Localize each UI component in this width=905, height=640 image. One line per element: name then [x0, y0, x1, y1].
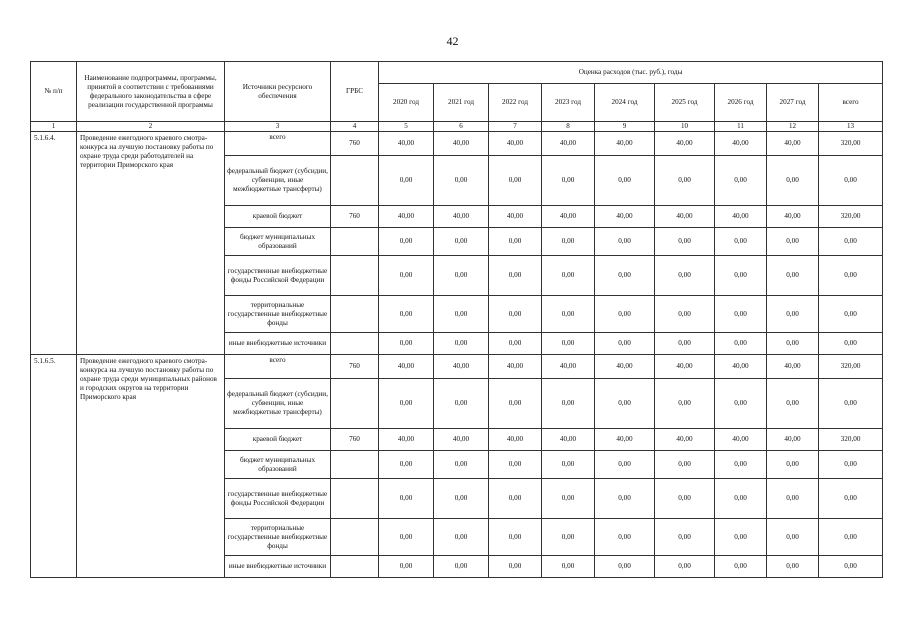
- budget-table: [30, 61, 883, 578]
- funding-source: государственные внебюджетные фонды Российской Федерации: [225, 479, 331, 519]
- year-value: 0,00: [595, 333, 655, 355]
- funding-source: иные внебюджетные источники: [225, 556, 331, 578]
- year-value: 40,00: [542, 429, 595, 451]
- year-value: 0,00: [655, 451, 715, 479]
- grbs-code: [331, 333, 379, 355]
- funding-source: федеральный бюджет (субсидии, субвенции, иные межбюджетные трансферты): [225, 156, 331, 206]
- year-value: 0,00: [379, 451, 434, 479]
- year-value: 0,00: [715, 296, 767, 333]
- header-year: 2020 год: [379, 84, 434, 122]
- column-number: 7: [489, 122, 542, 132]
- column-number: 10: [655, 122, 715, 132]
- grbs-code: [331, 296, 379, 333]
- year-value: 0,00: [489, 379, 542, 429]
- year-value: 40,00: [715, 429, 767, 451]
- year-value: 0,00: [434, 333, 489, 355]
- year-value: 0,00: [767, 451, 819, 479]
- year-value: 40,00: [595, 132, 655, 156]
- total-value: 0,00: [819, 479, 883, 519]
- year-value: 0,00: [489, 451, 542, 479]
- header-estimate: Оценка расходов (тыс. руб.), годы: [379, 62, 883, 84]
- year-value: 0,00: [595, 156, 655, 206]
- year-value: 40,00: [767, 206, 819, 228]
- year-value: 40,00: [489, 132, 542, 156]
- header-year: 2022 год: [489, 84, 542, 122]
- column-number: 3: [225, 122, 331, 132]
- item-name: Проведение ежегодного краевого смотра-конкурса на лучшую постановку работы по охране труда среди работодателей на территории Приморского края: [77, 132, 225, 355]
- year-value: 40,00: [767, 429, 819, 451]
- header-year: 2026 год: [715, 84, 767, 122]
- year-value: 0,00: [489, 519, 542, 556]
- total-value: 0,00: [819, 333, 883, 355]
- year-value: 0,00: [595, 519, 655, 556]
- year-value: 0,00: [489, 256, 542, 296]
- year-value: 0,00: [542, 228, 595, 256]
- year-value: 40,00: [379, 429, 434, 451]
- funding-source: всего: [225, 132, 331, 156]
- year-value: 0,00: [655, 296, 715, 333]
- year-value: 0,00: [715, 228, 767, 256]
- column-numbers-row: [31, 122, 883, 132]
- table-row: [31, 355, 883, 379]
- year-value: 0,00: [715, 451, 767, 479]
- header-total: всего: [819, 84, 883, 122]
- header-name: Наименование подпрограммы, программы, принятой в соответствии с требованиями федерального законодательства в сфере реализации государственной программы: [77, 62, 225, 122]
- year-value: 0,00: [542, 451, 595, 479]
- year-value: 0,00: [595, 296, 655, 333]
- year-value: 40,00: [715, 132, 767, 156]
- year-value: 40,00: [489, 206, 542, 228]
- year-value: 0,00: [434, 451, 489, 479]
- year-value: 0,00: [767, 379, 819, 429]
- column-number: 8: [542, 122, 595, 132]
- total-value: 0,00: [819, 156, 883, 206]
- year-value: 0,00: [379, 379, 434, 429]
- year-value: 0,00: [379, 156, 434, 206]
- header-grbs: ГРБС: [331, 62, 379, 122]
- year-value: 0,00: [542, 156, 595, 206]
- year-value: 40,00: [595, 206, 655, 228]
- year-value: 0,00: [715, 556, 767, 578]
- total-value: 320,00: [819, 355, 883, 379]
- grbs-code: [331, 379, 379, 429]
- year-value: 0,00: [434, 228, 489, 256]
- year-value: 0,00: [434, 256, 489, 296]
- item-number: 5.1.6.4.: [31, 132, 77, 355]
- year-value: 0,00: [379, 228, 434, 256]
- grbs-code: [331, 479, 379, 519]
- total-value: 0,00: [819, 296, 883, 333]
- column-number: 2: [77, 122, 225, 132]
- year-value: 0,00: [595, 451, 655, 479]
- year-value: 0,00: [542, 296, 595, 333]
- year-value: 0,00: [767, 556, 819, 578]
- grbs-code: 760: [331, 206, 379, 228]
- year-value: 0,00: [489, 228, 542, 256]
- column-number: 13: [819, 122, 883, 132]
- total-value: 320,00: [819, 132, 883, 156]
- year-value: 0,00: [595, 556, 655, 578]
- item-number: 5.1.6.5.: [31, 355, 77, 578]
- page-number: 42: [446, 34, 459, 48]
- year-value: 0,00: [767, 256, 819, 296]
- year-value: 0,00: [595, 256, 655, 296]
- year-value: 0,00: [655, 156, 715, 206]
- year-value: 40,00: [434, 206, 489, 228]
- grbs-code: [331, 156, 379, 206]
- year-value: 0,00: [542, 333, 595, 355]
- year-value: 40,00: [542, 132, 595, 156]
- year-value: 0,00: [655, 556, 715, 578]
- year-value: 0,00: [489, 333, 542, 355]
- column-number: 6: [434, 122, 489, 132]
- year-value: 40,00: [595, 429, 655, 451]
- funding-source: всего: [225, 355, 331, 379]
- column-number: 11: [715, 122, 767, 132]
- year-value: 0,00: [655, 479, 715, 519]
- funding-source: бюджет муниципальных образований: [225, 228, 331, 256]
- year-value: 0,00: [379, 296, 434, 333]
- year-value: 40,00: [379, 355, 434, 379]
- year-value: 40,00: [655, 132, 715, 156]
- grbs-code: [331, 556, 379, 578]
- table-body: [31, 132, 883, 578]
- year-value: 40,00: [489, 429, 542, 451]
- funding-source: краевой бюджет: [225, 206, 331, 228]
- year-value: 0,00: [489, 296, 542, 333]
- grbs-code: [331, 228, 379, 256]
- grbs-code: 760: [331, 429, 379, 451]
- year-value: 0,00: [715, 379, 767, 429]
- grbs-code: 760: [331, 355, 379, 379]
- year-value: 40,00: [715, 206, 767, 228]
- year-value: 40,00: [655, 206, 715, 228]
- year-value: 40,00: [655, 355, 715, 379]
- total-value: 320,00: [819, 206, 883, 228]
- year-value: 0,00: [379, 556, 434, 578]
- column-number: 1: [31, 122, 77, 132]
- year-value: 0,00: [767, 228, 819, 256]
- year-value: 0,00: [542, 519, 595, 556]
- total-value: 0,00: [819, 556, 883, 578]
- header-year: 2023 год: [542, 84, 595, 122]
- year-value: 40,00: [655, 429, 715, 451]
- year-value: 40,00: [434, 429, 489, 451]
- year-value: 40,00: [767, 355, 819, 379]
- year-value: 40,00: [595, 355, 655, 379]
- column-number: 4: [331, 122, 379, 132]
- year-value: 0,00: [434, 519, 489, 556]
- year-value: 40,00: [715, 355, 767, 379]
- year-value: 0,00: [542, 556, 595, 578]
- year-value: 40,00: [542, 355, 595, 379]
- year-value: 0,00: [655, 256, 715, 296]
- year-value: 0,00: [655, 228, 715, 256]
- total-value: 0,00: [819, 256, 883, 296]
- total-value: 320,00: [819, 429, 883, 451]
- header-year: 2025 год: [655, 84, 715, 122]
- year-value: 40,00: [379, 206, 434, 228]
- year-value: 0,00: [379, 519, 434, 556]
- column-number: 5: [379, 122, 434, 132]
- year-value: 0,00: [715, 519, 767, 556]
- year-value: 0,00: [434, 296, 489, 333]
- year-value: 0,00: [767, 479, 819, 519]
- year-value: 40,00: [542, 206, 595, 228]
- year-value: 0,00: [379, 333, 434, 355]
- item-name: Проведение ежегодного краевого смотра-конкурса на лучшую постановку работы по охране труда среди муниципальных районов и городских округов на территории Приморского края: [77, 355, 225, 578]
- table-row: [31, 132, 883, 156]
- year-value: 0,00: [715, 156, 767, 206]
- year-value: 0,00: [542, 379, 595, 429]
- funding-source: территориальные государственные внебюджетные фонды: [225, 519, 331, 556]
- year-value: 0,00: [489, 479, 542, 519]
- header-year: 2024 год: [595, 84, 655, 122]
- year-value: 0,00: [715, 479, 767, 519]
- funding-source: бюджет муниципальных образований: [225, 451, 331, 479]
- year-value: 0,00: [655, 379, 715, 429]
- year-value: 0,00: [379, 479, 434, 519]
- year-value: 40,00: [379, 132, 434, 156]
- year-value: 0,00: [434, 379, 489, 429]
- year-value: 0,00: [767, 333, 819, 355]
- year-value: 0,00: [434, 156, 489, 206]
- funding-source: иные внебюджетные источники: [225, 333, 331, 355]
- year-value: 0,00: [595, 379, 655, 429]
- year-value: 0,00: [655, 519, 715, 556]
- column-number: 12: [767, 122, 819, 132]
- grbs-code: [331, 256, 379, 296]
- year-value: 0,00: [595, 479, 655, 519]
- header-num: № п/п: [31, 62, 77, 122]
- year-value: 0,00: [767, 519, 819, 556]
- funding-source: федеральный бюджет (субсидии, субвенции, иные межбюджетные трансферты): [225, 379, 331, 429]
- year-value: 0,00: [379, 256, 434, 296]
- year-value: 0,00: [434, 556, 489, 578]
- funding-source: государственные внебюджетные фонды Российской Федерации: [225, 256, 331, 296]
- year-value: 0,00: [434, 479, 489, 519]
- header-year: 2027 год: [767, 84, 819, 122]
- grbs-code: [331, 519, 379, 556]
- year-value: 40,00: [434, 132, 489, 156]
- year-value: 0,00: [715, 333, 767, 355]
- funding-source: территориальные государственные внебюджетные фонды: [225, 296, 331, 333]
- header-sources: Источники ресурсного обеспечения: [225, 62, 331, 122]
- funding-source: краевой бюджет: [225, 429, 331, 451]
- year-value: 0,00: [542, 479, 595, 519]
- year-value: 0,00: [767, 296, 819, 333]
- grbs-code: [331, 451, 379, 479]
- year-value: 40,00: [489, 355, 542, 379]
- header-year: 2021 год: [434, 84, 489, 122]
- year-value: 0,00: [542, 256, 595, 296]
- year-value: 40,00: [434, 355, 489, 379]
- year-value: 0,00: [715, 256, 767, 296]
- total-value: 0,00: [819, 228, 883, 256]
- year-value: 40,00: [767, 132, 819, 156]
- year-value: 0,00: [489, 156, 542, 206]
- total-value: 0,00: [819, 451, 883, 479]
- year-value: 0,00: [595, 228, 655, 256]
- year-value: 0,00: [489, 556, 542, 578]
- year-value: 0,00: [767, 156, 819, 206]
- total-value: 0,00: [819, 519, 883, 556]
- year-value: 0,00: [655, 333, 715, 355]
- grbs-code: 760: [331, 132, 379, 156]
- column-number: 9: [595, 122, 655, 132]
- total-value: 0,00: [819, 379, 883, 429]
